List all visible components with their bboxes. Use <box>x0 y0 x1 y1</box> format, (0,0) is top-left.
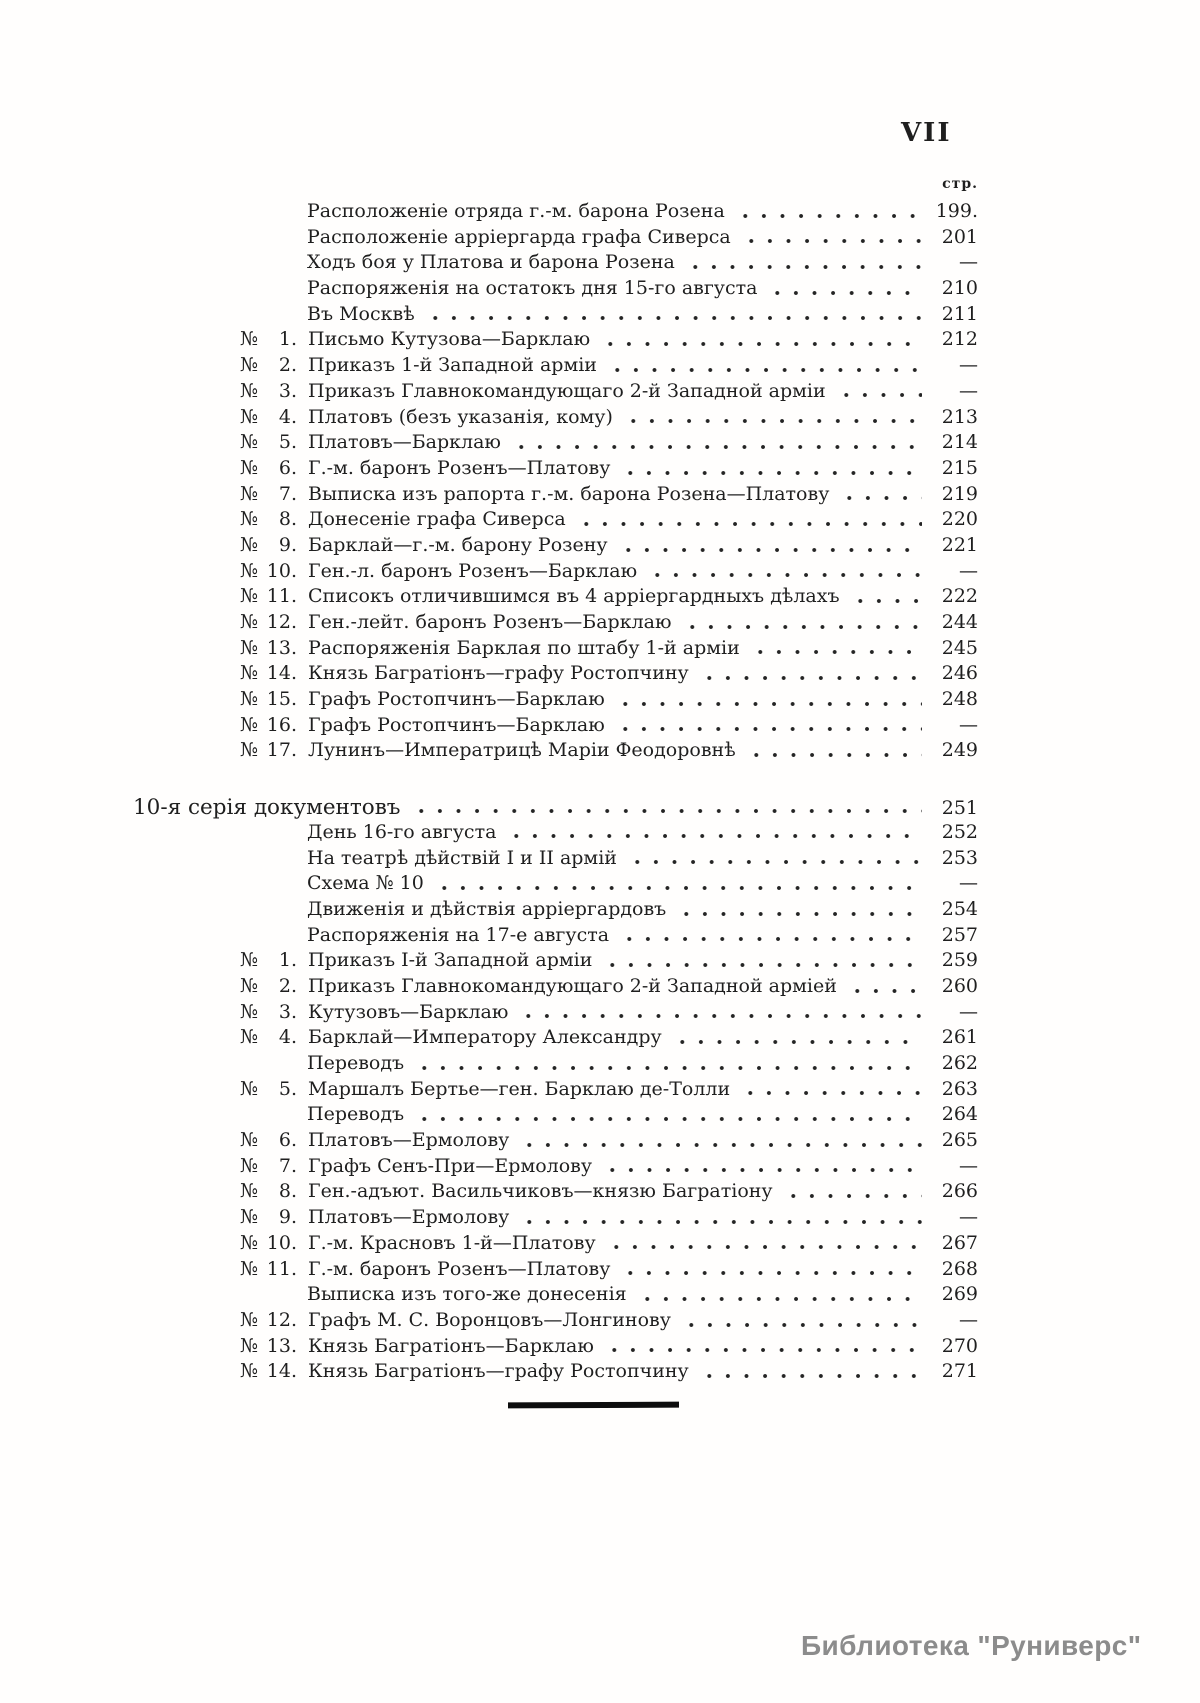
entry-title: Г.-м. Красновъ 1-й—Платову <box>308 1231 596 1254</box>
dot-leader <box>766 277 922 303</box>
dot-leader <box>413 1052 922 1078</box>
page-number: 267 <box>941 1231 978 1254</box>
numero-sign: № <box>240 1000 258 1023</box>
toc-row <box>133 847 978 873</box>
entry-number-value: 1. <box>278 949 297 972</box>
entry-number <box>240 585 297 607</box>
toc-row <box>133 1155 978 1181</box>
dot-leader <box>601 1155 922 1181</box>
entry-number <box>240 1309 297 1331</box>
page-number: 252 <box>941 820 978 843</box>
entry-title: Барклай—г.-м. барону Розену <box>308 533 608 556</box>
entry-number-value: 2. <box>278 354 297 377</box>
entry-number-value: 7. <box>278 482 297 505</box>
entry-title: Выписка изъ рапорта г.-м. барона Розена—Платову <box>308 482 830 505</box>
entry-number <box>240 1180 297 1202</box>
dot-leader <box>846 975 922 1001</box>
entry-number <box>240 1001 297 1023</box>
dot-leader <box>684 251 922 277</box>
entry-number-value: 9. <box>278 1206 297 1229</box>
entry-number <box>240 949 297 971</box>
entry-number <box>240 380 297 402</box>
page-number: 266 <box>941 1180 978 1203</box>
entry-number-value: 11. <box>266 585 297 608</box>
entry-number-value: 3. <box>278 1000 297 1023</box>
page-number: 270 <box>941 1334 978 1357</box>
dot-leader <box>410 795 923 821</box>
toc-row <box>133 483 978 509</box>
page-number: 262 <box>941 1052 978 1074</box>
dot-leader <box>734 200 922 226</box>
entry-title: Письмо Кутузова—Барклаю <box>308 328 591 351</box>
entry-number <box>240 483 297 505</box>
entry-number-value: 11. <box>266 1257 297 1280</box>
page-number: 251 <box>941 797 978 820</box>
page-number: 268 <box>941 1257 978 1280</box>
entry-title: Князь Багратіонъ—графу Ростопчину <box>308 1360 689 1383</box>
entry-title: День 16-го августа <box>307 820 497 843</box>
entry-number <box>240 431 297 453</box>
toc-row <box>133 1232 978 1258</box>
page-number: 215 <box>941 456 978 479</box>
toc-row <box>133 637 978 663</box>
toc-row <box>133 949 978 975</box>
dot-leader <box>505 821 922 847</box>
page-number: 261 <box>941 1026 978 1049</box>
entry-title: Графъ Ростопчинъ—Барклаю <box>308 688 605 711</box>
numero-sign: № <box>240 585 258 608</box>
dot-leader <box>698 662 922 688</box>
toc-row <box>133 1026 978 1052</box>
numero-sign: № <box>240 354 258 377</box>
toc-row <box>133 1309 978 1335</box>
toc-row <box>133 1129 978 1155</box>
numero-sign: № <box>240 456 258 479</box>
dot-leader <box>626 847 922 873</box>
dot-leader <box>680 1309 922 1335</box>
toc-row <box>133 1360 978 1386</box>
numero-sign: № <box>240 508 258 531</box>
entry-title: Платовъ—Ермолову <box>308 1206 510 1229</box>
dot-leader <box>619 1258 922 1284</box>
entry-title: Платовъ—Барклаю <box>308 431 501 454</box>
page-number: — <box>959 354 978 377</box>
numero-sign: № <box>240 688 258 711</box>
entry-title: Ген.-л. баронъ Розенъ—Барклаю <box>308 559 638 582</box>
toc-row <box>133 1078 978 1104</box>
entry-title: Переводъ <box>307 1103 405 1126</box>
entry-title: Выписка изъ того-же донесенія <box>307 1283 627 1306</box>
toc-row <box>133 1103 978 1129</box>
dot-leader <box>606 354 922 380</box>
entry-title: Князь Багратіонъ—графу Ростопчину <box>308 662 689 685</box>
numero-sign: № <box>240 1129 258 1152</box>
numero-sign: № <box>240 974 258 997</box>
entry-number <box>240 1129 297 1151</box>
toc-row <box>133 200 978 226</box>
entry-number-value: 12. <box>266 1308 297 1331</box>
entry-title: Ген.-адъют. Васильчиковъ—князю Багратіону <box>308 1180 773 1203</box>
dot-leader <box>517 1001 922 1027</box>
page-number: — <box>959 1206 978 1229</box>
entry-title: Приказъ Главнокомандующаго 2-й Западной арміи <box>308 379 826 402</box>
entry-number-value: 6. <box>278 1129 297 1152</box>
dot-leader <box>745 739 922 765</box>
dot-leader <box>671 1026 922 1052</box>
entry-title: Графъ Ростопчинъ—Барклаю <box>308 713 605 736</box>
entry-title: Распоряженія на остатокъ дня 15-го августа <box>307 277 758 300</box>
toc-row <box>133 898 978 924</box>
page-number: 245 <box>941 636 978 659</box>
dot-leader <box>614 714 922 740</box>
entry-title: Ген.-лейт. баронъ Розенъ—Барклаю <box>308 611 672 633</box>
entry-title: Приказъ 1-й Западной арміи <box>308 354 597 377</box>
dot-leader <box>622 406 922 432</box>
dot-leader <box>510 431 922 457</box>
dot-leader <box>636 1283 922 1309</box>
toc-row <box>133 1052 978 1078</box>
entry-number <box>240 354 297 376</box>
entry-number-value: 6. <box>278 456 297 479</box>
page-number: 213 <box>941 405 978 428</box>
toc-row <box>133 1258 978 1284</box>
entry-number <box>240 1155 297 1177</box>
entry-title: Схема № 10 <box>307 872 424 895</box>
entry-title: Расположеніе арріергарда графа Сиверса <box>307 225 731 248</box>
toc-row <box>133 303 978 329</box>
entry-number <box>240 1026 297 1048</box>
numero-sign: № <box>240 1026 258 1049</box>
entry-title: Лунинъ—Императрицѣ Маріи Феодоровнѣ <box>308 739 736 762</box>
numero-sign: № <box>240 1360 258 1383</box>
dot-leader <box>614 688 922 714</box>
page-number: 264 <box>941 1103 978 1126</box>
toc-row <box>133 406 978 432</box>
page-number: 263 <box>941 1077 978 1100</box>
entry-number <box>240 457 297 479</box>
numero-sign: № <box>240 533 258 556</box>
entry-number-value: 5. <box>278 1077 297 1100</box>
page-number: 199. <box>935 200 978 222</box>
entry-title: Платовъ (безъ указанія, кому) <box>308 405 613 428</box>
entry-title: Распоряженія на 17-е августа <box>307 923 610 946</box>
numero-sign: № <box>240 1077 258 1100</box>
dot-leader <box>782 1180 922 1206</box>
dot-leader <box>740 226 922 252</box>
toc-row <box>133 457 978 483</box>
folio-page-number: VII <box>901 118 952 148</box>
entry-number <box>240 1232 297 1254</box>
entry-number <box>240 1335 297 1357</box>
entry-number <box>240 406 297 428</box>
dot-leader <box>413 1103 922 1129</box>
entry-number <box>240 1258 297 1280</box>
dot-leader <box>646 560 922 586</box>
entry-title: Ходъ боя у Платова и барона Розена <box>307 251 675 274</box>
toc-row <box>133 354 978 380</box>
entry-title: Графъ Сенъ-При—Ермолову <box>308 1154 593 1177</box>
toc-row <box>133 1335 978 1361</box>
numero-sign: № <box>240 636 258 659</box>
entry-number-value: 14. <box>266 1360 297 1383</box>
dot-leader <box>739 1078 922 1104</box>
dot-leader <box>601 949 922 975</box>
entry-number <box>240 611 297 633</box>
toc-row <box>133 1283 978 1309</box>
numero-sign: № <box>240 405 258 428</box>
entry-title: Расположеніе отряда г.-м. барона Розена <box>307 200 725 222</box>
entry-number <box>240 1206 297 1228</box>
entry-title: Распоряженія Барклая по штабу 1-й арміи <box>308 636 740 659</box>
dot-leader <box>518 1129 922 1155</box>
entry-number-value: 8. <box>278 508 297 531</box>
toc-row <box>133 560 978 586</box>
entry-number-value: 10. <box>266 559 297 582</box>
toc-row <box>133 585 978 611</box>
dot-leader <box>838 483 922 509</box>
entry-number <box>240 975 297 997</box>
numero-sign: № <box>240 1334 258 1357</box>
entry-title: Приказъ Главнокомандующаго 2-й Западной арміей <box>308 974 837 997</box>
toc-row <box>133 380 978 406</box>
toc-row <box>133 714 978 740</box>
dot-leader <box>433 872 922 898</box>
entry-title: Г.-м. баронъ Розенъ—Платову <box>308 456 611 479</box>
numero-sign: № <box>240 482 258 505</box>
entry-number <box>240 739 297 761</box>
page-number: 212 <box>941 328 978 351</box>
toc-row <box>133 975 978 1001</box>
page-number: 257 <box>941 923 978 946</box>
page-number: 244 <box>941 611 978 633</box>
dot-leader <box>575 508 922 534</box>
toc-row <box>133 872 978 898</box>
toc-row <box>133 226 978 252</box>
toc-row <box>133 508 978 534</box>
toc-row <box>133 1180 978 1206</box>
page-number: — <box>959 1154 978 1177</box>
page-number: 210 <box>941 277 978 300</box>
toc-row <box>133 924 978 950</box>
toc-row <box>133 1001 978 1027</box>
page-number: 220 <box>941 508 978 531</box>
page-number: — <box>959 559 978 582</box>
dot-leader <box>424 303 922 329</box>
entry-number <box>240 637 297 659</box>
dot-leader <box>698 1360 922 1386</box>
entry-number-value: 8. <box>278 1180 297 1203</box>
entry-title: Приказъ І-й Западной арміи <box>308 949 593 972</box>
numero-sign: № <box>240 739 258 762</box>
dot-leader <box>518 1206 922 1232</box>
entry-number-value: 16. <box>266 713 297 736</box>
page-number: 254 <box>941 897 978 920</box>
dot-leader <box>749 637 922 663</box>
numero-sign: № <box>240 1154 258 1177</box>
page-number: — <box>959 251 978 274</box>
numero-sign: № <box>240 431 258 454</box>
numero-sign: № <box>240 713 258 736</box>
entry-title: Движенія и дѣйствія арріергардовъ <box>307 897 667 920</box>
entry-number-value: 3. <box>278 379 297 402</box>
page-number: 246 <box>941 662 978 685</box>
page-number: 271 <box>941 1360 978 1383</box>
page-number: — <box>959 1308 978 1331</box>
entry-number-value: 10. <box>266 1231 297 1254</box>
numero-sign: № <box>240 1231 258 1254</box>
entry-number <box>240 508 297 530</box>
page-number: 201 <box>941 225 978 248</box>
entry-title: На театрѣ дѣйствій I и II армій <box>307 846 617 869</box>
numero-sign: № <box>240 379 258 402</box>
page-column-header: стр. <box>942 176 978 192</box>
end-rule-divider <box>508 1402 679 1409</box>
numero-sign: № <box>240 1180 258 1203</box>
toc-row <box>133 739 978 765</box>
page-number: 219 <box>941 482 978 505</box>
entry-number-value: 4. <box>278 1026 297 1049</box>
entry-title: Г.-м. баронъ Розенъ—Платову <box>308 1257 611 1280</box>
entry-number <box>240 560 297 582</box>
entry-number-value: 13. <box>266 636 297 659</box>
dot-leader <box>618 924 922 950</box>
entry-number-value: 15. <box>266 688 297 711</box>
entry-number-value: 9. <box>278 533 297 556</box>
page-number: — <box>959 872 978 895</box>
entry-number-value: 5. <box>278 431 297 454</box>
toc-row <box>133 328 978 354</box>
page-number: 269 <box>941 1283 978 1306</box>
dot-leader <box>617 534 922 560</box>
numero-sign: № <box>240 1308 258 1331</box>
numero-sign: № <box>240 1206 258 1229</box>
page-number: 259 <box>941 949 978 972</box>
page-number: 222 <box>941 585 978 608</box>
page-number: — <box>959 713 978 736</box>
entry-title: Графъ М. С. Воронцовъ—Лонгинову <box>308 1308 671 1331</box>
entry-number <box>240 688 297 710</box>
toc-row <box>133 1206 978 1232</box>
dot-leader <box>605 1232 922 1258</box>
page-number: 260 <box>941 974 978 997</box>
numero-sign: № <box>240 611 258 633</box>
dot-leader <box>681 611 922 637</box>
library-watermark: Библиотека "Руниверс" <box>801 1630 1142 1661</box>
page-number: — <box>959 379 978 402</box>
toc-row <box>133 611 978 637</box>
entry-title: Платовъ—Ермолову <box>308 1129 510 1152</box>
entry-number-value: 13. <box>266 1334 297 1357</box>
entry-number-value: 14. <box>266 662 297 685</box>
toc-row <box>133 534 978 560</box>
entry-title: Переводъ <box>307 1052 405 1074</box>
dot-leader <box>599 328 922 354</box>
numero-sign: № <box>240 1257 258 1280</box>
page-number: 214 <box>941 431 978 454</box>
entry-number-value: 17. <box>266 739 297 762</box>
entry-number-value: 4. <box>278 405 297 428</box>
entry-title: Въ Москвѣ <box>307 302 415 325</box>
entry-number-value: 1. <box>278 328 297 351</box>
dot-leader <box>849 585 922 611</box>
page-number: 253 <box>941 846 978 869</box>
entry-number <box>240 328 297 350</box>
page-number: 221 <box>941 533 978 556</box>
entry-number <box>240 1078 297 1100</box>
page-number: 248 <box>941 688 978 711</box>
dot-leader <box>619 457 922 483</box>
entry-number <box>240 714 297 736</box>
entry-title: Маршалъ Бертье—ген. Барклаю де-Толли <box>308 1077 731 1100</box>
dot-leader <box>835 380 922 406</box>
entry-title: Кутузовъ—Барклаю <box>308 1000 509 1023</box>
toc-row <box>133 251 978 277</box>
entry-title: Донесеніе графа Сиверса <box>308 508 566 531</box>
toc-row <box>133 688 978 714</box>
entry-number-value: 12. <box>266 611 297 633</box>
section-header-row <box>133 795 978 821</box>
toc-row <box>133 821 978 847</box>
page-number: 265 <box>941 1129 978 1152</box>
dot-leader <box>675 898 922 924</box>
page-number: 211 <box>941 302 978 325</box>
toc-row <box>133 277 978 303</box>
page-number: — <box>959 1000 978 1023</box>
numero-sign: № <box>240 559 258 582</box>
entry-number <box>240 662 297 684</box>
entry-number <box>240 534 297 556</box>
entry-title: Списокъ отличившимся въ 4 арріергардныхъ дѣлахъ <box>308 585 840 608</box>
toc-row <box>133 662 978 688</box>
table-of-contents <box>133 200 978 1386</box>
numero-sign: № <box>240 949 258 972</box>
entry-number <box>240 1360 297 1382</box>
section-title: 10-я серія документовъ <box>133 795 401 821</box>
entry-number-value: 2. <box>278 974 297 997</box>
entry-title: Князь Багратіонъ—Барклаю <box>308 1334 594 1357</box>
numero-sign: № <box>240 662 258 685</box>
entry-title: Барклай—Императору Александру <box>308 1026 662 1049</box>
numero-sign: № <box>240 328 258 351</box>
page-number: 249 <box>941 739 978 762</box>
toc-row <box>133 431 978 457</box>
entry-number-value: 7. <box>278 1154 297 1177</box>
dot-leader <box>603 1335 922 1361</box>
